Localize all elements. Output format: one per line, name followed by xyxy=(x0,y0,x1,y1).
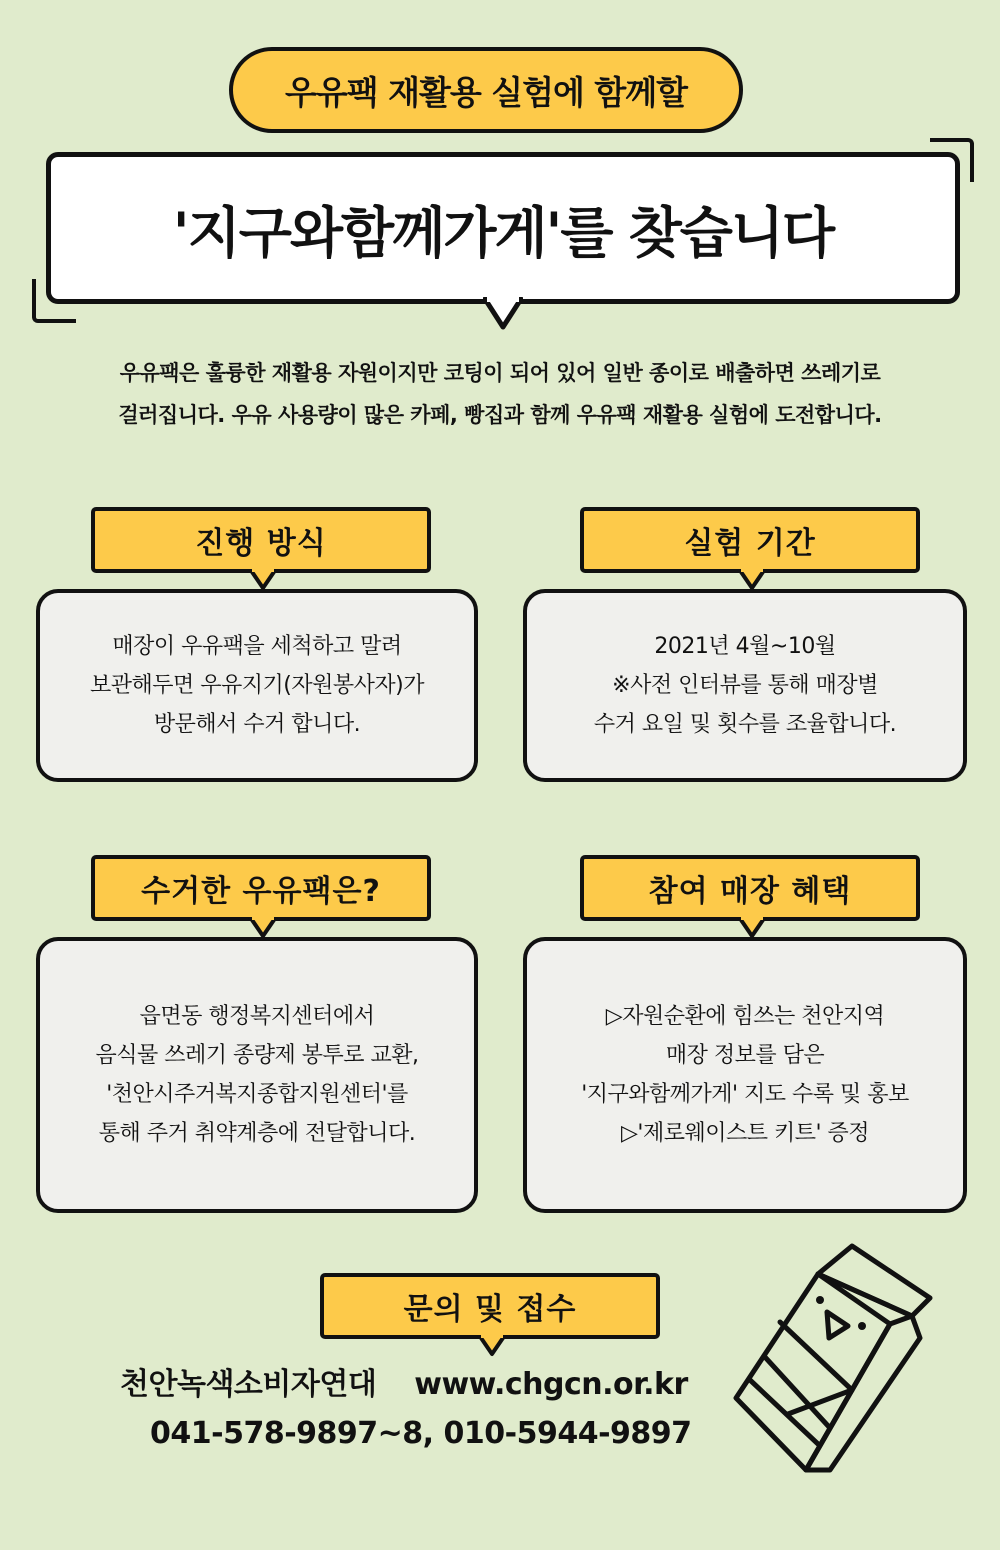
card-line: ▷자원순환에 힘쓰는 천안지역 xyxy=(605,1004,885,1029)
card-line: 매장이 우유팩을 세척하고 말려 xyxy=(112,634,402,659)
label-tail xyxy=(477,1335,507,1357)
headline-tail xyxy=(483,297,523,331)
label-tail xyxy=(737,569,767,591)
card-period xyxy=(523,589,967,782)
org-name: 천안녹색소비자연대 xyxy=(120,1367,377,1402)
contact-phones: 041-578-9897~8, 010-5944-9897 xyxy=(150,1416,692,1451)
card-collected xyxy=(36,937,478,1213)
intro-line-2: 걸러집니다. 우유 사용량이 많은 카페, 빵집과 함께 우유팩 재활용 실험에 도전합니다. xyxy=(118,403,882,427)
milk-carton-icon xyxy=(730,1238,940,1478)
section-label-benefits xyxy=(580,855,920,921)
contact-org-line xyxy=(120,1363,688,1407)
section-label-period xyxy=(580,507,920,573)
contact-label-text: 문의 및 접수 xyxy=(403,1292,577,1327)
card-line: 2021년 4월~10월 xyxy=(654,634,836,659)
card-line: '천안시주거복지종합지원센터'를 xyxy=(106,1082,408,1107)
section-label-text: 수거한 우유팩은? xyxy=(141,874,381,909)
card-line: ▷'제로웨이스트 키트' 증정 xyxy=(620,1121,870,1146)
card-line: 음식물 쓰레기 종량제 봉투로 교환, xyxy=(95,1043,419,1068)
page-title: '지구와함께가게'를 찾습니다 xyxy=(172,200,834,265)
subtitle-pill xyxy=(229,47,743,133)
headline-box xyxy=(46,152,960,304)
section-label-process xyxy=(91,507,431,573)
card-line: 매장 정보를 담은 xyxy=(665,1043,825,1068)
website-link[interactable]: www.chgcn.or.kr xyxy=(414,1367,688,1402)
card-line: 통해 주거 취약계층에 전달합니다. xyxy=(98,1121,416,1146)
label-tail xyxy=(248,569,278,591)
subtitle-text: 우유팩 재활용 실험에 함께할 xyxy=(284,72,687,112)
card-line: '지구와함께가게' 지도 수록 및 홍보 xyxy=(581,1082,909,1107)
label-tail xyxy=(248,917,278,939)
card-line: 수거 요일 및 횟수를 조율합니다. xyxy=(593,712,897,737)
section-label-text: 실험 기간 xyxy=(684,526,816,561)
section-label-text: 진행 방식 xyxy=(195,526,327,561)
section-label-collected xyxy=(91,855,431,921)
contact-label xyxy=(320,1273,660,1339)
intro-text xyxy=(20,352,980,436)
card-line: ※사전 인터뷰를 통해 매장별 xyxy=(612,673,878,698)
card-line: 방문해서 수거 합니다. xyxy=(153,712,361,737)
card-line: 읍면동 행정복지센터에서 xyxy=(139,1004,375,1029)
card-line: 보관해두면 우유지기(자원봉사자)가 xyxy=(90,673,424,698)
intro-line-1: 우유팩은 훌륭한 재활용 자원이지만 코팅이 되어 있어 일반 종이로 배출하면 쓰레기로 xyxy=(119,361,881,385)
section-label-text: 참여 매장 혜택 xyxy=(648,874,852,909)
card-benefits xyxy=(523,937,967,1213)
card-process xyxy=(36,589,478,782)
label-tail xyxy=(737,917,767,939)
